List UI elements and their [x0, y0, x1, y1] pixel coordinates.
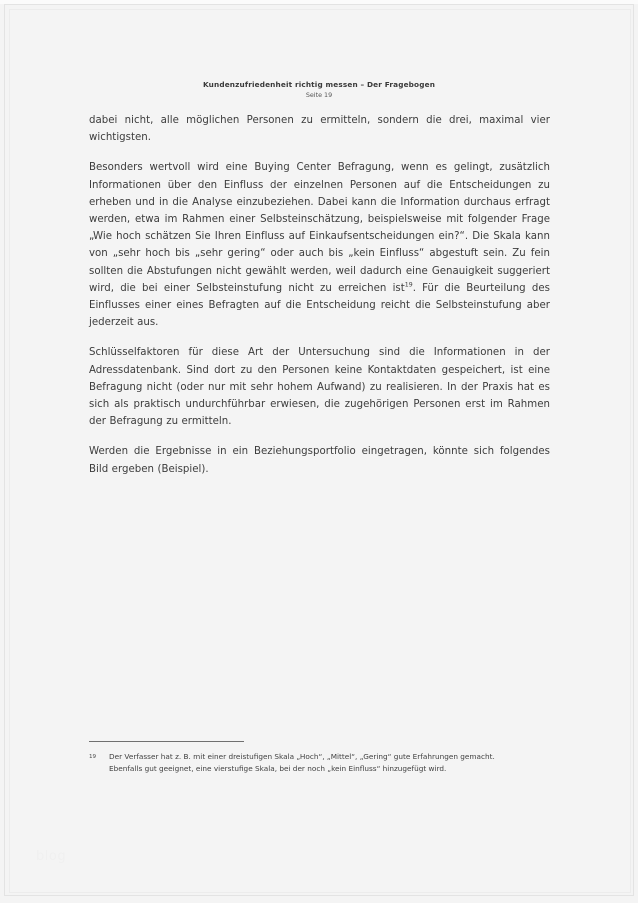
footnote-area — [89, 741, 550, 775]
footnote-separator-rule — [89, 741, 244, 742]
footnote-item — [89, 751, 550, 775]
paragraph-2 — [89, 159, 550, 331]
running-head — [89, 80, 549, 100]
paragraph-2-tail: . Für die Beurteilung des Einflusses einer eines Befragten auf die Entscheidung reicht die Selbsteinstufung aber jederzeit aus. — [89, 282, 550, 329]
page-watermark: blog — [36, 849, 67, 864]
paragraph-2-text: Besonders wertvoll wird eine Buying Center Befragung, wenn es gelingt, zusätzlich Informationen über den Einfluss der einzelnen Personen auf die Entscheidungen zu erheben und in die Analyse einzubeziehen. Dabei kann die Information durchaus erfragt werden, etwa im Rahmen einer Selbsteinschätzung, beispielsweise mit folgender Frage „Wie hoch schätzen Sie Ihren Einfluss auf Einkaufsentscheidungen ein?“. Die Skala kann von „sehr hoch bis „sehr gering“ oder auch bis „kein Einfluss“ abgestuft sein. Zu fein sollten die Abstufungen nicht gewählt werden, weil dadurch eine Genauigkeit suggeriert wird, die bei einer Selbsteinstufung nicht zu erreichen ist — [89, 162, 550, 294]
footnote-text — [109, 751, 550, 775]
running-head-page-number: Seite 19 — [305, 91, 333, 99]
footnote-line-1: Der Verfasser hat z. B. mit einer dreistufigen Skala „Hoch“, „Mittel“, „Gering“ gute Erfahrungen gemacht. — [109, 752, 495, 761]
paragraph-1: dabei nicht, alle möglichen Personen zu ermitteln, sondern die drei, maximal vier wichtigsten. — [89, 115, 550, 144]
paragraph-3: Schlüsselfaktoren für diese Art der Untersuchung sind die Informationen in der Adressdatenbank. Sind dort zu den Personen keine Kontaktdaten gespeichert, ist eine Befragung nicht (oder nur mit sehr hohem Aufwand) zu realisieren. In der Praxis hat es sich als praktisch undurchführbar erwiesen, die zugehörigen Personen erst im Rahmen der Befragung zu ermitteln. — [89, 347, 550, 428]
footnote-line-2: Ebenfalls gut geeignet, eine vierstufige Skala, bei der noch „kein Einfluss“ hinzugefügt wird. — [109, 764, 447, 774]
paragraph-4: Werden die Ergebnisse in ein Beziehungsportfolio eingetragen, könnte sich folgendes Bild ergeben (Beispiel). — [89, 446, 550, 475]
running-head-title: Kundenzufriedenheit richtig messen – Der Fragebogen — [202, 80, 436, 89]
footnote-number: 19 — [89, 754, 97, 760]
body-text-column — [89, 112, 550, 478]
page-top-edge — [0, 0, 638, 4]
footnote-reference-19[interactable]: 19 — [404, 281, 413, 289]
